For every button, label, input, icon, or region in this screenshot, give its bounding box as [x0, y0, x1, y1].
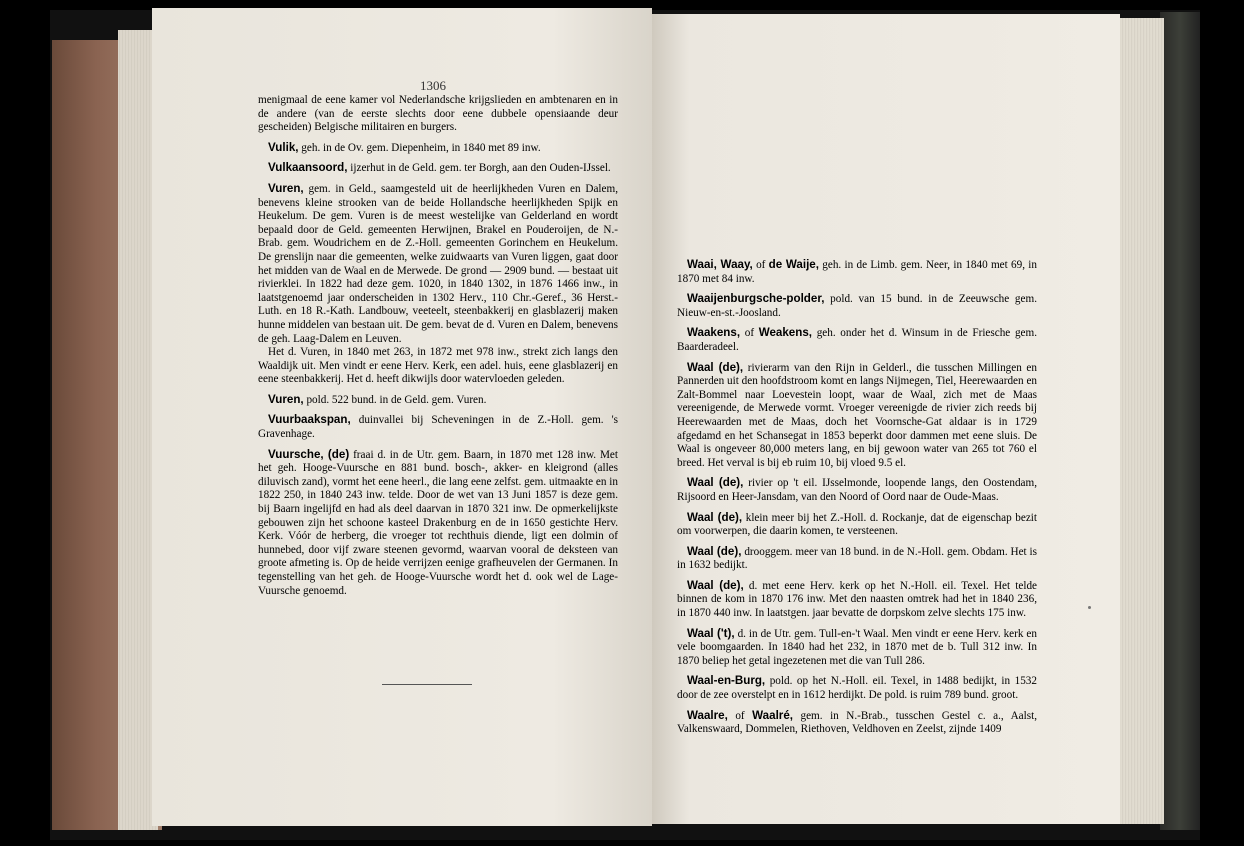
entry-text: duinvallei bij Scheveningen in de Z.-Holl. gem. 's Gravenhage. [258, 414, 619, 441]
section-divider [382, 684, 472, 685]
entry-headword: Vuursche, (de) [268, 447, 350, 461]
entry-connector: of [744, 327, 755, 340]
entry-text: geh. in de Limb. gem. Neer, in 1840 met 69, in 1870 met 84 inw. [677, 259, 1037, 285]
entry-headword: Vuurbaakspan, [268, 413, 351, 427]
entry [258, 161, 618, 176]
entry [677, 545, 1037, 573]
entry-text: geh. onder het d. Winsum in de Friesche gem. Baarderadeel. [677, 327, 1037, 353]
entry [677, 627, 1037, 669]
entry-paragraph: Het d. Vuren, in 1840 met 263, in 1872 met 978 inw., strekt zich langs den Waaldijk uit. Men vindt er eene Herv. Kerk, een adel. huis, eene glasblazerij en eene steenbakkerij. Het d. heeft dikwijls door watervloeden geleden. [258, 346, 618, 386]
entry-headword: Vuren, [268, 392, 304, 406]
entry-headword: Vulik, [268, 140, 299, 154]
entry-headword: Waal (de), [687, 510, 743, 524]
entry-text: rivierarm van den Rijn in Gelderl., die tusschen Millingen en Pannerden uit den hoofdstroom komt en langs Nijmegen, Tiel, Heerewaarden en Zalt-Bommel naar Loevestein loopt, waar de Waal, zich met de Maas vereenigende, de Merwede vormt. Vroeger vereenigde de rivier zich reeds bij Heerewaarden met de Maas, doch het Voornsche-Gat aldaar is in 1729 afgedamd en het Schansegat in 1853 beperkt door dammen met eene sluis. De Waal is ongeveer 80,000 meters lang, en bij gewoon water van 265 tot 760 el breed. Het verval is bij eb ruim 10, bij vloed 9.5 el. [677, 361, 1037, 469]
entry [258, 94, 618, 135]
entry-headword: Waai, Waay, [687, 258, 753, 271]
entry [677, 674, 1037, 702]
entry-text: ijzerhut in de Geld. gem. ter Borgh, aan den Ouden-IJssel. [350, 162, 611, 175]
entry [677, 326, 1037, 354]
entry [258, 448, 618, 599]
entry-headword-alt: Waalré, [752, 708, 793, 722]
entry [677, 709, 1037, 737]
page-edges-right [1118, 18, 1164, 824]
entry-headword: Waal (de), [687, 578, 744, 592]
paper-speck [1088, 606, 1091, 609]
entry-text: d. in de Utr. gem. Tull-en-'t Waal. Men vindt er eene Herv. kerk en vele boomgaarden. In 1840 had het 232, in 1870 met de b. Tull 312 inw. In 1870 beliep het getal ingezetenen met die van Tull 286. [677, 627, 1037, 667]
entry [258, 141, 618, 156]
book-cover-right [1160, 12, 1200, 830]
entry [258, 182, 618, 387]
entry [677, 361, 1037, 471]
entry-text: pold. 522 bund. in de Geld. gem. Vuren. [306, 393, 487, 406]
entry-text: pold. van 15 bund. in de Zeeuwsche gem. Nieuw-en-st.-Joosland. [677, 293, 1037, 319]
entry [258, 413, 618, 441]
entry-connector: of [756, 259, 766, 271]
entry-headword-alt: Weakens, [758, 326, 813, 340]
entry [677, 579, 1037, 621]
entry-text: fraai d. in de Utr. gem. Baarn, in 1870 met 128 inw. Met het geh. Hooge-Vuursche en 881 bund. bosch-, akker- en kleigrond (alles diluvisch zand), vormt het eene heerl., die lang eene zelfst. gem. uitmaakte en in 1822 250, in 1840 243 inw. telde. Door de wet van 13 Juni 1857 is deze gem. bij Baarn ingelijfd en had als deel daarvan in 1870 321 inw. De opmerkelijkste gebouwen zijn het schoone kasteel Drakenburg en de in 1650 gestichte Herv. Kerk. Vóór de herberg, die vroeger tot rechthuis diende, ligt een dolmin of hunnebed, door vijf zware steenen gevormd, waarvan vooral de deksteen van groote afmeting is. Op de heide verrijzen eenige grafheuvelen der Germanen. In tegenstelling van het geh. de Hooge-Vuursche wordt het d. ook wel de Lage-Vuursche genoemd. [258, 448, 618, 597]
entry-text: d. met eene Herv. kerk op het N.-Holl. eil. Texel. Het telde binnen de kom in 1870 176 inw. Met den naasten omtrek had het in 1840 236, in 1870 440 inw. In laatstgen. jaar bevatte de dorpskom zelve slechts 175 inw. [677, 579, 1038, 620]
entry-headword: Waal ('t), [687, 626, 735, 640]
entry-text: rivier op 't eil. IJsselmonde, loopende langs, den Oostendam, Rijsoord en Heer-Jansdam, van den Noord of Oord naar de Oude-Maas. [677, 477, 1038, 503]
entry [677, 292, 1037, 320]
entry-headword: Waakens, [687, 326, 741, 340]
entry-text: gem. in Geld., saamgesteld uit de heerlijkheden Vuren en Dalem, benevens kleine strooken van de beide Hollandsche heerlijkheden Spijk en Heukelum. De gem. Vuren is de meest westelijke van Gelderland en wordt bepaald door de Geld. gemeenten Herwijnen, Brakel en Pouderoijen, de N.-Brab. gem. Woudrichem en de Z.-Holl. gemeenten Gorinchem en Heukelum. De grenslijn naar die gemeenten, welke zuidwaarts van Vuren liggen, gaat door het midden van de Waal en de Merwede. De grond — 2909 bund. — bestaat uit rivierklei. In 1822 had deze gem. 1020, in 1840 1302, in 1876 1466 inw., in laatstgenoemd jaar onderscheiden in 1302 Herv., 110 Chr.-Geref., 36 Herst.-Luth. en 18 R.-Kath. Landbouw, veeteelt, steenbakkerij en glasblazerij maken hunne middelen van bestaan uit. De gem. bevat de d. Vuren en Dalem, benevens de geh. Laag-Dalem en Leuven. [258, 182, 618, 345]
entry-text: pold. op het N.-Holl. eil. Texel, in 1488 bedijkt, in 1532 door de zee overstelpt en in 1612 herdijkt. De pold. is ruim 789 bund. groot. [677, 675, 1037, 702]
page-number: 1306 [420, 78, 446, 93]
entry-headword: Vulkaansoord, [268, 161, 348, 175]
entry-headword: Waal (de), [687, 544, 742, 558]
entry [677, 476, 1037, 504]
entry-headword: Waal (de), [687, 360, 744, 374]
entry [677, 511, 1037, 539]
entry-headword-alt: de Waije, [768, 258, 819, 271]
entry-text: drooggem. meer van 18 bund. in de N.-Holl. gem. Obdam. Het is in 1632 bedijkt. [677, 545, 1038, 572]
entry [677, 258, 1037, 286]
entry [258, 393, 618, 408]
entry-text: menigmaal de eene kamer vol Nederlandsche krijgslieden en ambtenaren en in de andere (van de eerste slechts door eene dubbele opensiaande deur gescheiden) Belgische militairen en burgers. [258, 94, 618, 134]
entry-headword: Waal-en-Burg, [687, 674, 766, 688]
entry-headword: Vuren, [268, 181, 304, 195]
left-column [258, 94, 618, 604]
entry-headword: Waal (de), [687, 476, 744, 490]
entry-headword: Waalre, [687, 708, 728, 722]
right-column [677, 258, 1037, 743]
entry-text: klein meer bij het Z.-Holl. d. Rockanje, dat de eigenschap bezit om voorwerpen, die daarin komen, te versteenen. [677, 511, 1037, 538]
entry-text: gem. in N.-Brab., tusschen Gestel c. a., Aalst, Valkenswaard, Dommelen, Riethoven, Veldhoven en Zeelst, zijnde 1409 [677, 709, 1038, 736]
entry-connector: of [735, 709, 745, 722]
entry-text: geh. in de Ov. gem. Diepenheim, in 1840 met 89 inw. [301, 141, 541, 154]
entry-headword: Waaijenburgsche-polder, [687, 292, 825, 306]
